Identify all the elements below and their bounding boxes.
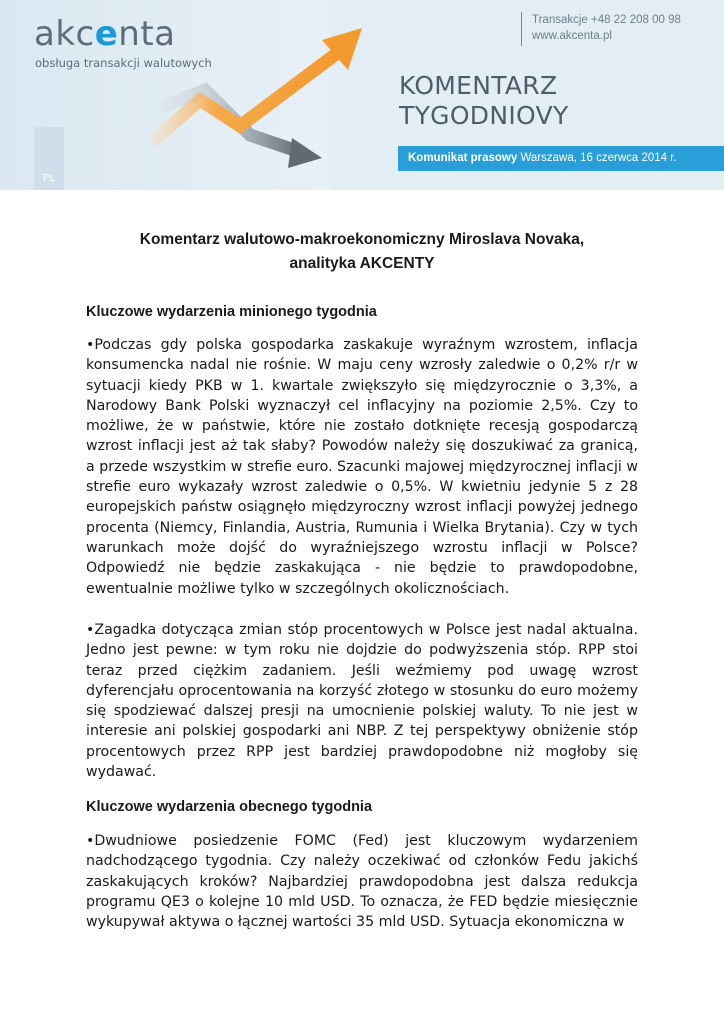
logo-wordmark (34, 14, 176, 54)
page-header (0, 0, 724, 190)
paragraph-inflation: •Podczas gdy polska gospodarka zaskakuje wyraźnym wzrostem, inflacja konsumencka nadal nie rośnie. W maju ceny wzrosły zaledwie o 0,2% r/r w sytuacji kiedy PKB w 1. kwartale zwiększyło się międzyrocznie o 3,3%, a Narodowy Bank Polski wyznaczył cel inflacyjny na poziomie 2,5%. Czy to możliwe, że w państwie, które nie zostało dotknięte recesją gospodarczą wzrost inflacji jest aż tak słaby? Powodów należy się doszukiwać za granicą, a przede wszystkim w strefie euro. Szacunki majowej międzyrocznej inflacji w strefie euro wykazały wzrost zaledwie o 0,5%. W kwietniu jedynie 5 z 28 europejskich państw osiągnęło międzyroczny wzrost inflacji powyżej jednego procenta (Niemcy, Finlandia, Austria, Rumunia i Wielka Brytania). Czy w tych warunkach może dojść do wyraźniejszego wzrostu inflacji w Polsce? Odpowiedź nie będzie zaskakująca - nie będzie to prawdopodobne, ewentualnie możliwe tylko w szczególnych okolicznościach. (86, 337, 638, 597)
newsletter-title (399, 71, 569, 131)
paragraph-interest-rates: •Zagadka dotycząca zmian stóp procentowych w Polsce jest nadal aktualna. Jedno jest pewne: w tym roku nie dojdzie do podwyższenia stóp. RPP stoi teraz przed ciężkim zadaniem. Jeśli weźmiemy pod uwagę wzrost dyferencjału oprocentowania na korzyść złotego w stosunku do euro możemy się spodziewać dalszej presji na umocnienie polskiej waluty. To nie jest w interesie ani polskiej gospodarki ani NBP. Z tej perspektywy obniżenie stóp procentowych przez RPP jest bardziej prawdopodobne niż mogłoby się wydawać. (86, 622, 638, 781)
logo-tagline: obsługa transakcji walutowych (35, 56, 212, 70)
document-title-line1: Komentarz walutowo-makroekonomiczny Miroslava Novaka, (139, 231, 585, 248)
newsletter-title-line1: KOMENTARZ (399, 71, 558, 100)
logo-suffix: nta (118, 14, 176, 54)
language-tab (34, 127, 64, 190)
paragraph-fomc: •Dwudniowe posiedzenie FOMC (Fed) jest kluczowym wydarzeniem nadchodzącego tygodnia. Czy należy oczekiwać od członków Fedu jakichś zaskakujących kroków? Najbardziej prawdopodobna jest dalsza redukcja programu QE3 o kolejne 10 mld USD. To oznacza, że FED będzie miesięcznie wykupywał aktywa o łącznej wartości 35 mld USD. Sytuacja ekonomiczna w (86, 833, 638, 931)
logo-accent-letter: e (94, 14, 119, 54)
document-title (86, 228, 638, 276)
akcenta-logo (34, 14, 274, 74)
contact-phone: Transakcje +48 22 208 00 98 (532, 14, 681, 26)
press-release-label: Komunikat prasowy (408, 152, 518, 164)
logo-prefix: akc (34, 14, 95, 54)
document-title-line2: analityka AKCENTY (289, 255, 435, 272)
contact-block (521, 12, 681, 46)
newsletter-title-line2: TYGODNIOVY (399, 101, 569, 130)
section-heading-past-week: Kluczowe wydarzenia minionego tygodnia (86, 304, 377, 320)
language-tag: PL (42, 173, 56, 184)
contact-website[interactable]: www.akcenta.pl (532, 30, 612, 42)
press-release-bar (398, 146, 724, 171)
section-heading-current-week: Kluczowe wydarzenia obecnego tygodnia (86, 799, 373, 815)
press-release-date: Warszawa, 16 czerwca 2014 r. (520, 152, 677, 164)
